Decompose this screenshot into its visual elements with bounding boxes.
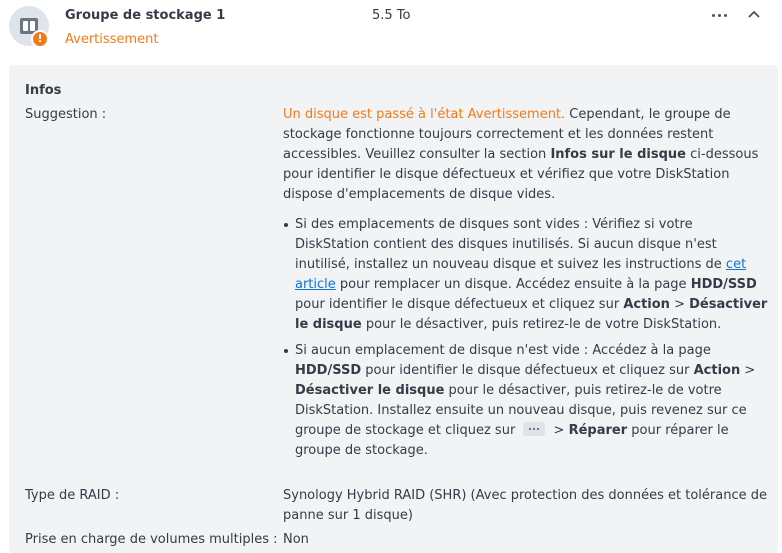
- bullet-text: pour identifier le disque défectueux et cliquez sur: [361, 363, 694, 378]
- more-icon: [523, 422, 545, 436]
- bullet-bold: Réparer: [568, 423, 628, 438]
- suggestion-label: Suggestion :: [25, 107, 107, 122]
- bullet-text: pour le désactiver, puis retirez-le de votre DiskStation. Installez ensuite un nouveau disque, puis revenez sur ce groupe de stockage et cliquez sur: [295, 383, 747, 438]
- multi-volume-label: Prise en charge de volumes multiples :: [25, 532, 278, 547]
- collapse-icon[interactable]: [744, 4, 764, 24]
- suggestion-list: [283, 215, 768, 461]
- suggestion-value: [283, 105, 768, 461]
- multi-volume-value: Non: [283, 532, 309, 547]
- bullet-text: >: [549, 423, 569, 438]
- bullet-bold: HDD/SSD: [690, 277, 757, 292]
- pool-title: Groupe de stockage 1: [65, 8, 226, 23]
- bullet-text: Si des emplacements de disques sont vides : Vérifiez si votre DiskStation contient des disques inutilisés. Si aucun disque n'est inutilisé, installez un nouveau disque et suivez les instructions de: [295, 217, 726, 272]
- bullet-text: pour le désactiver, puis retirez-le de votre DiskStation.: [361, 317, 722, 332]
- suggestion-text: Cependant, le groupe de stockage fonctionne toujours correctement et les données restent accessibles. Veuillez consulter la section: [283, 107, 731, 162]
- bullet-text: pour identifier le disque défectueux et cliquez sur: [295, 297, 624, 312]
- raid-type-label: Type de RAID :: [25, 488, 120, 503]
- bullet-bold: Désactiver le disque: [295, 297, 768, 332]
- bullet-bold: HDD/SSD: [295, 363, 362, 378]
- pool-status: Avertissement: [65, 32, 159, 47]
- info-section-title: Infos: [25, 83, 62, 98]
- article-link[interactable]: cet article: [295, 257, 747, 292]
- pool-size: 5.5 To: [372, 8, 411, 23]
- bullet-bold: Action: [693, 363, 741, 378]
- bullet-text: pour remplacer un disque. Accédez ensuite à la page: [335, 277, 691, 292]
- bullet-text: >: [669, 297, 690, 312]
- more-options-button[interactable]: [709, 6, 731, 24]
- bullet-text: pour réparer le groupe de stockage.: [295, 423, 729, 458]
- bullet-text: Si aucun emplacement de disque n'est vide : Accédez à la page: [295, 343, 711, 358]
- suggestion-text: ci-dessous pour identifier le disque défectueux et vérifiez que votre DiskStation dispose d'emplacements de disque vides.: [283, 147, 759, 202]
- raid-type-value: Synology Hybrid RAID (SHR) (Avec protection des données et tolérance de panne sur 1 disque): [283, 488, 767, 523]
- storage-pool-header: [0, 0, 782, 62]
- bullet-bold: Action: [623, 297, 670, 312]
- bullet-text: >: [740, 363, 756, 378]
- suggestion-paragraph: [283, 105, 768, 205]
- disk-info-bold: Infos sur le disque: [550, 147, 686, 162]
- list-item: [283, 341, 768, 461]
- list-item: [283, 215, 768, 335]
- warning-text: Un disque est passé à l'état Avertissement.: [283, 107, 566, 122]
- warning-icon: !: [31, 30, 49, 48]
- bullet-bold: Désactiver le disque: [295, 383, 445, 398]
